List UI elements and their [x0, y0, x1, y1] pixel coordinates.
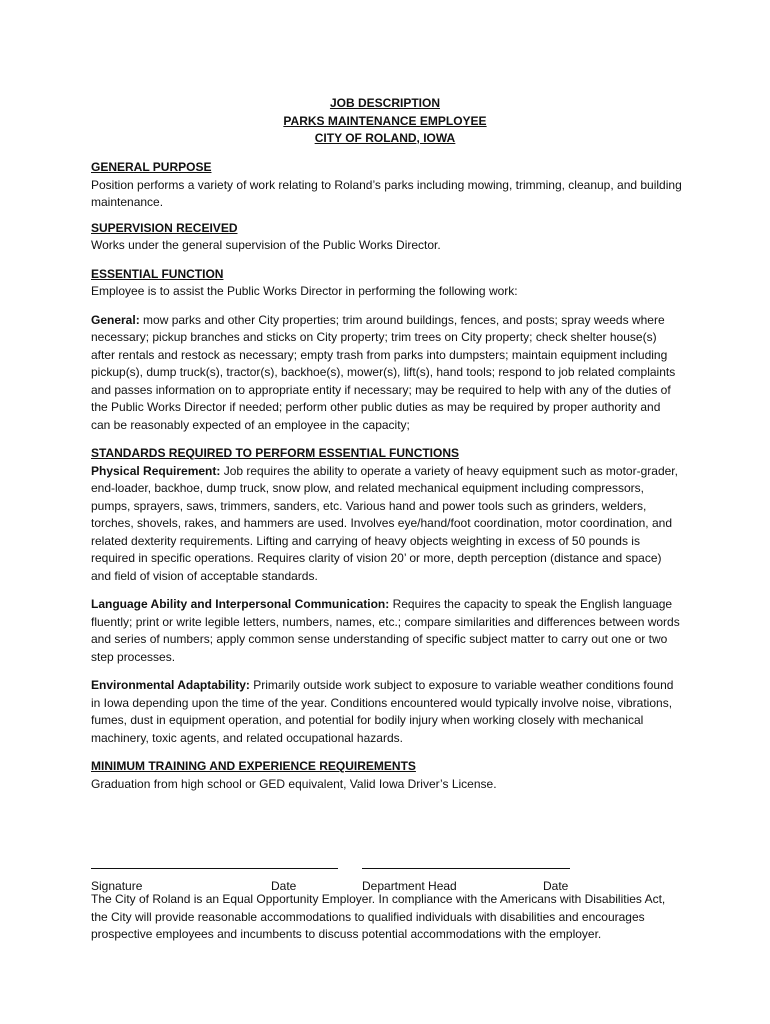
essential-function-text: Employee is to assist the Public Works Director in performing the following work: — [91, 284, 518, 298]
physical-requirement-paragraph — [91, 463, 683, 586]
header-line-job-description: JOB DESCRIPTION — [329, 96, 440, 110]
header-line-city: CITY OF ROLAND, IOWA — [314, 131, 456, 145]
department-head-label: Department Head — [362, 878, 457, 893]
section-title-general-purpose: GENERAL PURPOSE — [91, 160, 212, 174]
date-label-1: Date — [271, 878, 297, 893]
language-ability-text: Requires the capacity to speak the English language fluently; print or write legible letters, numbers, names, etc.; compare similarities and differences between words and series of numbers; apply common sense understanding of specific subject matter to carry out one or two step processes. — [91, 597, 680, 664]
training-text: Graduation from high school or GED equivalent, Valid Iowa Driver’s License. — [91, 776, 497, 791]
general-duties-paragraph — [91, 312, 683, 435]
general-purpose-text: Position performs a variety of work relating to Roland’s parks including mowing, trimming, cleanup, and building maintenance. — [91, 177, 682, 209]
general-duties-label: General: — [91, 312, 140, 327]
language-ability-label: Language Ability and Interpersonal Communication: — [91, 597, 390, 611]
physical-requirement-text: Job requires the ability to operate a variety of heavy equipment such as motor-grader, end-loader, backhoe, dump truck, snow plow, and related mechanical equipment including compressors, pumps, sprayers, saws, trimmers, sanders, etc. Various hand and power tools such as grinders, welders, torches, shovels, rakes, and hammers are used. Involves eye/hand/foot coordination, motor coordination, and related dexterity requirements. Lifting and carrying of heavy objects weighting in excess of 50 pounds is required in specific operations. Requires clarity of vision 20’ or more, depth perception (distance and space) and field of vision of acceptable standards. — [91, 463, 678, 583]
supervision-text: Works under the general supervision of the Public Works Director. — [91, 238, 441, 252]
language-ability-paragraph — [91, 596, 683, 666]
environmental-adaptability-text: Primarily outside work subject to exposure to variable weather conditions found in Iowa depending upon the time of the year. Conditions encountered would typically involve noise, vibrations, fumes, dust in equipment operation, and potential for bodily injury when working closely with mechanical machinery, toxic agents, and related occupational hazards. — [91, 678, 674, 745]
date-label-2: Date — [543, 878, 569, 893]
department-head-line — [362, 868, 570, 869]
signature-lines — [91, 860, 691, 878]
general-duties-text: mow parks and other City properties; trim around buildings, fences, and posts; spray weeds where necessary; pickup branches and sticks on City property; trim trees on City property; check shelter house(s) after rentals and restock as necessary; empty trash from parks into dumpsters; maintain equipment including pickup(s), dump truck(s), tractor(s), backhoe(s), mower(s), lift(s), hand tools; respond to job related complaints and passes information on to appropriate entity if necessary; may be required to help with any of the duties of the Public Works Director if needed; perform other public duties as may be required by proper authority and can be reasonably expected of an employee in the capacity; — [91, 312, 676, 432]
signature-line — [91, 868, 338, 869]
signature-label: Signature — [91, 878, 143, 893]
document-body — [91, 159, 683, 793]
section-title-supervision: SUPERVISION RECEIVED — [91, 220, 238, 235]
document-header — [0, 95, 770, 148]
section-title-training: MINIMUM TRAINING AND EXPERIENCE REQUIREMENTS — [91, 759, 416, 773]
section-title-essential-function: ESSENTIAL FUNCTION — [91, 266, 224, 281]
signature-block — [91, 860, 691, 895]
section-title-standards: STANDARDS REQUIRED TO PERFORM ESSENTIAL FUNCTIONS — [91, 446, 460, 460]
physical-requirement-label: Physical Requirement: — [91, 463, 221, 478]
environmental-adaptability-label: Environmental Adaptability: — [91, 678, 250, 692]
environmental-adaptability-paragraph — [91, 677, 683, 747]
header-line-position: PARKS MAINTENANCE EMPLOYEE — [283, 113, 487, 128]
equal-opportunity-statement: The City of Roland is an Equal Opportunity Employer. In compliance with the Americans with Disabilities Act, the City will provide reasonable accommodations to qualified individuals with disabilities and encourages prospective employees and incumbents to discuss potential accommodations with the employer. — [91, 892, 666, 941]
